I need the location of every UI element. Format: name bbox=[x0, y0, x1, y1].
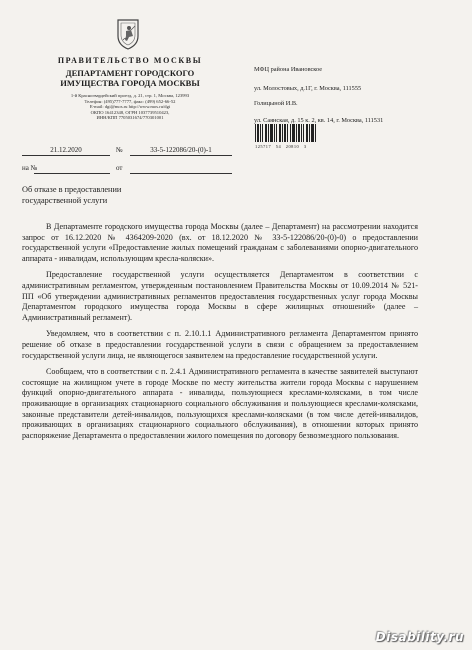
department-name-line2: ИМУЩЕСТВА ГОРОДА МОСКВЫ bbox=[60, 78, 200, 88]
subject-line2: государственной услуги bbox=[22, 196, 108, 205]
subject-line1: Об отказе в предоставлении bbox=[22, 185, 122, 194]
letter-body bbox=[22, 222, 418, 447]
from-label: от bbox=[116, 164, 123, 172]
registration-number: 33-5-122086/20-(0)-1 bbox=[130, 146, 232, 156]
body-paragraph: В Департаменте городского имущества города Москвы (далее – Департамент) на рассмотрении находится запрос от 16.12.2020 № 4364209-2020 (вх. от 18.12.2020 № 33-5-122086/20-(0)-0) о предоставлении государственной услуги «Предоставление жилых помещений гражданам с заболеваниями опорно-двигательного аппарата - инвалидам, использующим кресла-коляски». bbox=[22, 222, 418, 263]
barcode-number: 125717 54 20810 3 bbox=[255, 144, 307, 149]
recipient-name: Голицыной И.В. bbox=[254, 100, 298, 107]
number-label: № bbox=[116, 146, 123, 154]
moscow-coat-of-arms-icon bbox=[116, 18, 140, 50]
body-paragraph: Предоставление государственной услуги осуществляется Департаментом в соответствии с административным регламентом, утвержденным постановлением Правительства Москвы от 10.09.2014 № 521-ПП «Об утверждении административных регламентов предоставления государственных услуг города Москвы Департаментом городского имущества города Москвы в сфере жилищных отношений» (далее – Административный регламент). bbox=[22, 270, 418, 322]
reference-line bbox=[22, 164, 292, 174]
body-paragraph: Уведомляем, что в соответствии с п. 2.10.1.1 Административного регламента Департаментом принято решение об отказе в предоставлении государственной услуги в связи с обращением за предоставлением государственной услуги лица, не являющегося заявителем на предоставление государственной услуги. bbox=[22, 329, 418, 360]
inn-line: ИНН/КПП 7705031674/770301001 bbox=[96, 115, 164, 121]
recipient-address: ул. Саянская, д. 15 к. 2, кв. 14, г. Москва, 111531 bbox=[254, 117, 384, 124]
registration-date-line bbox=[22, 146, 292, 156]
address-line: 1-й Красногвардейский проезд, д. 21, стр. 1, Москва, 123993 bbox=[70, 93, 190, 98]
department-name bbox=[40, 68, 220, 88]
letter-subject bbox=[22, 184, 222, 206]
on-number-label: на № bbox=[22, 164, 38, 172]
reference-date-blank bbox=[130, 164, 232, 174]
barcode-icon bbox=[255, 124, 317, 142]
phone-line: Телефон: (495)777-7777, факс: (499) 652-66-52 bbox=[84, 98, 176, 104]
okpo-line: ОКПО 16412348, ОГРН 1037739510423, bbox=[90, 109, 170, 115]
body-paragraph: Сообщаем, что в соответствии с п. 2.4.1 Административного регламента в качестве заявителей выступают состоящие на жилищном учете в городе Москве по месту жительства жители города Москвы с нарушением функций опорно-двигательного аппарата - инвалиды, пользующиеся креслами-колясками, в том числе проживающие в организациях стационарного социального обслуживания и пользующиеся креслами-колясками, законные представители детей-инвалидов, пользующихся креслами-колясками (в том числе детей-инвалидов, проживающих в организациях стационарного социального обслуживания), в отношении которых принято распоряжение Департамента о предоставлении жилого помещения по договору безвозмездного пользования. bbox=[22, 367, 418, 440]
site-watermark: Disability.ru bbox=[375, 630, 464, 644]
reference-number-blank bbox=[34, 164, 110, 174]
government-name: ПРАВИТЕЛЬСТВО МОСКВЫ bbox=[57, 56, 203, 65]
recipient-organization-address: ул. Молостовых, д.1Г, г. Москва, 111555 bbox=[254, 85, 362, 92]
recipient-organization: МФЦ района Ивановское bbox=[254, 66, 323, 73]
department-name-line1: ДЕПАРТАМЕНТ ГОРОДСКОГО bbox=[65, 68, 195, 78]
email-line: E-mail: dgi@mos.ru http://www.mos.ru/dgi bbox=[89, 104, 171, 110]
department-contacts bbox=[40, 93, 220, 121]
registration-date: 21.12.2020 bbox=[22, 146, 110, 156]
